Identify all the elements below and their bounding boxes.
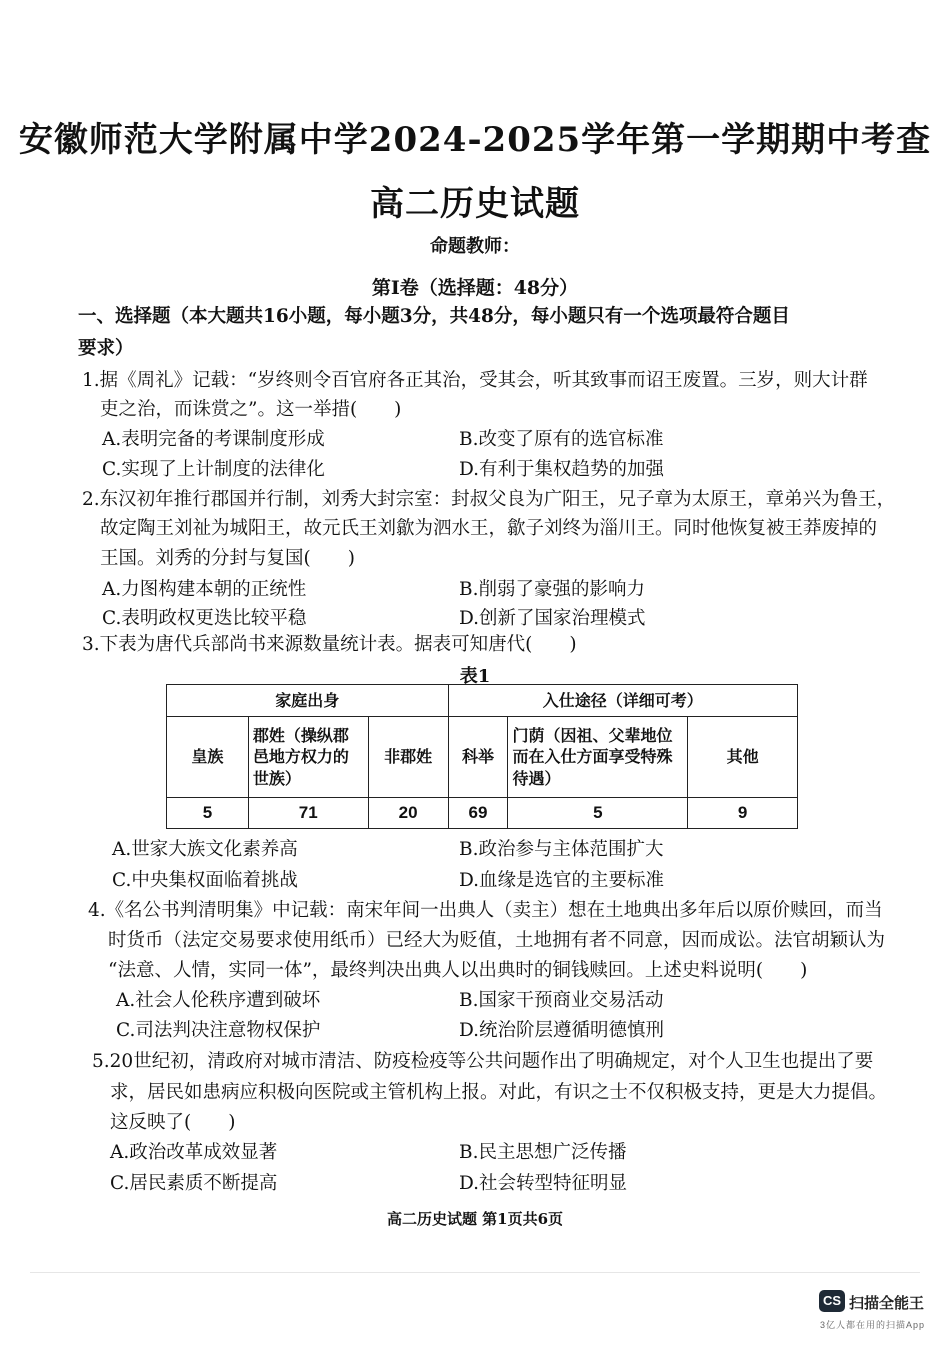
- page-divider: [30, 1272, 920, 1273]
- camscanner-logo-icon: CS: [819, 1290, 845, 1312]
- exam-title: 安徽师范大学附属中学2024-2025学年第一学期期中考查: [18, 120, 932, 160]
- question-2-stem-cont: 故定陶王刘祉为城阳王，故元氏王刘歙为泗水王，歙子刘终为淄川王。同时他恢复被王莽废掉的: [100, 518, 878, 539]
- table-column-header: 郡姓（操纵郡邑地方权力的世族）: [248, 717, 368, 798]
- question-4-option-d: D.统治阶层遵循明德慎刑: [459, 1020, 665, 1041]
- table-cell: 69: [448, 798, 508, 829]
- question-3-option-b: B.政治参与主体范围扩大: [459, 839, 664, 860]
- question-2-option-d: D.创新了国家治理模式: [459, 608, 646, 629]
- question-4-option-a: A.社会人伦秩序遭到破坏: [116, 990, 321, 1011]
- question-3-option-d: D.血缘是选官的主要标准: [459, 870, 665, 891]
- teacher-label: 命题教师：: [430, 236, 520, 257]
- question-2-stem: 2.东汉初年推行郡国并行制，刘秀大封宗室：封叔父良为广阳王，兄子章为太原王，章弟兴为鲁王，: [82, 489, 896, 510]
- table-column-header: 皇族: [167, 717, 249, 798]
- table-cell: 5: [508, 798, 688, 829]
- table-cell: 5: [167, 798, 249, 829]
- statistics-table: [166, 684, 798, 829]
- question-5-option-d: D.社会转型特征明显: [459, 1173, 628, 1194]
- question-5-stem-cont2: 这反映了( ): [110, 1112, 236, 1133]
- question-5-option-b: B.民主思想广泛传播: [459, 1142, 627, 1163]
- table-column-header: 其他: [688, 717, 798, 798]
- question-4-stem-cont: 时货币（法定交易要求使用纸币）已经大为贬值，土地拥有者不同意，因而成讼。法官胡颖认为: [108, 930, 886, 951]
- table-column-header: 门荫（因祖、父辈地位而在入仕方面享受特殊待遇）: [508, 717, 688, 798]
- table-column-header: 非郡姓: [368, 717, 448, 798]
- question-5-stem-cont: 求，居民如患病应积极向医院或主管机构上报。对此，有识之士不仅积极支持，更是大力提倡。: [110, 1082, 888, 1103]
- question-5-stem: 5.20世纪初，清政府对城市清洁、防疫检疫等公共问题作出了明确规定，对个人卫生也提出了要: [92, 1051, 874, 1072]
- question-4-stem: 4.《名公书判清明集》中记载：南宋年间一出典人（卖主）想在土地典出多年后以原价赎回，而当: [88, 900, 883, 921]
- table-group-header: 入仕途径（详细可考）: [448, 685, 797, 717]
- volume-heading: 第Ⅰ卷（选择题：48分）: [371, 277, 579, 299]
- question-5-option-a: A.政治改革成效显著: [110, 1142, 278, 1163]
- page-footer: 高二历史试题 第1页共6页: [386, 1210, 564, 1228]
- question-1-stem: 1.据《周礼》记载：“岁终则令百官府各正其治，受其会，听其致事而诏王废置。三岁，则大计群: [82, 370, 868, 391]
- exam-subtitle: 高二历史试题: [370, 184, 580, 224]
- question-1-stem-cont: 吏之治，而诛赏之”。这一举措( ): [100, 399, 402, 420]
- question-1-option-c: C.实现了上计制度的法律化: [102, 459, 325, 480]
- question-3-stem: 3.下表为唐代兵部尚书来源数量统计表。据表可知唐代( ): [82, 634, 577, 655]
- table-cell: 9: [688, 798, 798, 829]
- question-3-option-c: C.中央集权面临着挑战: [112, 870, 298, 891]
- table-group-header: 家庭出身: [167, 685, 449, 717]
- table-cell: 71: [248, 798, 368, 829]
- question-1-option-b: B.改变了原有的选官标准: [459, 429, 664, 450]
- question-2-option-b: B.削弱了豪强的影响力: [459, 579, 645, 600]
- table-cell: 20: [368, 798, 448, 829]
- question-2-stem-cont2: 王国。刘秀的分封与复国( ): [100, 548, 355, 569]
- question-4-option-b: B.国家干预商业交易活动: [459, 990, 664, 1011]
- section-instruction: 一、选择题（本大题共16小题，每小题3分，共48分，每小题只有一个选项最符合题目: [78, 306, 790, 327]
- question-4-option-c: C.司法判决注意物权保护: [116, 1020, 321, 1041]
- table-caption: 表1: [459, 666, 491, 687]
- question-1-option-d: D.有利于集权趋势的加强: [459, 459, 665, 480]
- question-4-stem-cont2: “法意、人情，实同一体”，最终判决出典人以出典时的铜钱赎回。上述史料说明( ): [108, 960, 808, 981]
- question-1-option-a: A.表明完备的考课制度形成: [102, 429, 325, 450]
- question-2-option-c: C.表明政权更迭比较平稳: [102, 608, 307, 629]
- camscanner-watermark-name: 扫描全能王: [849, 1295, 925, 1312]
- question-5-option-c: C.居民素质不断提高: [110, 1173, 278, 1194]
- section-instruction-cont: 要求）: [78, 338, 134, 359]
- camscanner-watermark-tagline: 3亿人都在用的扫描App: [820, 1320, 926, 1330]
- question-3-option-a: A.世家大族文化素养高: [112, 839, 298, 860]
- table-column-header: 科举: [448, 717, 508, 798]
- question-2-option-a: A.力图构建本朝的正统性: [102, 579, 307, 600]
